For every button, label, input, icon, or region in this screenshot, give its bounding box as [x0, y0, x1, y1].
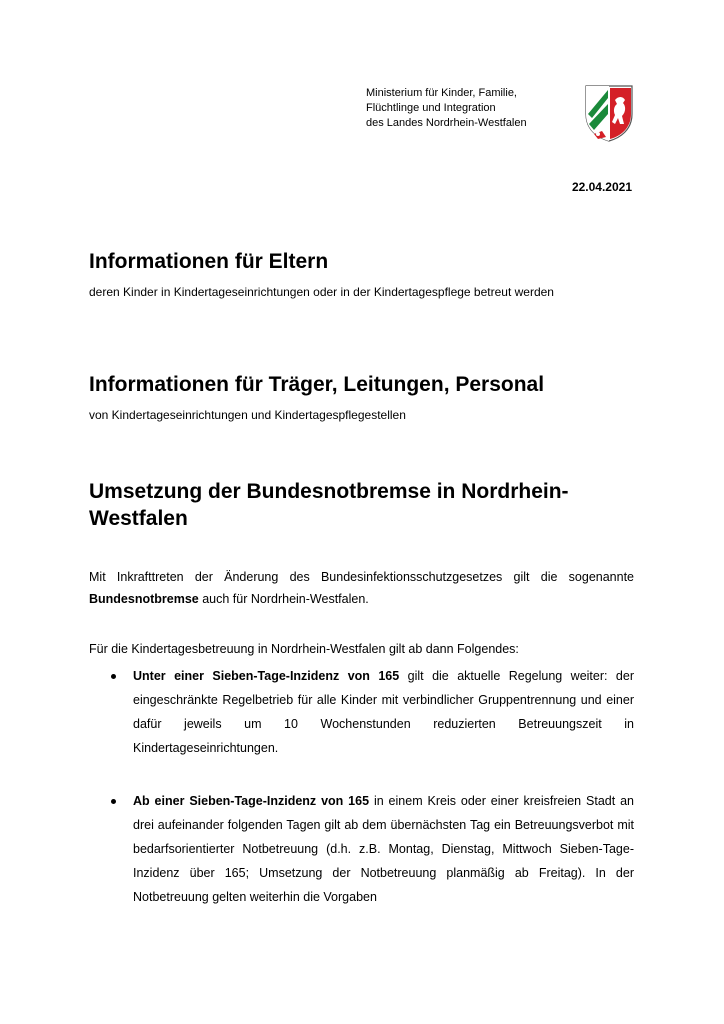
list-item	[89, 789, 634, 909]
section-subtitle-parents: deren Kinder in Kindertageseinrichtungen oder in der Kindertagespflege betreut werden	[89, 285, 554, 299]
intro-paragraph	[89, 566, 634, 610]
section-emergency-brake	[89, 478, 634, 532]
list-item-bold: Ab einer Sieben-Tage-Inzidenz von 165	[133, 794, 370, 808]
document-date: 22.04.2021	[571, 180, 632, 194]
section-title-emergency-brake: Umsetzung der Bundesnotbremse in Nordrhein-Westfalen	[89, 480, 569, 530]
list-item-text: gilt die aktuelle Regelung weiter: der eingeschränkte Regelbetrieb für alle Kinder mit verbindlicher Gruppentrennung und einer dafür jeweils um 10 Wochenstunden reduzierten Betreuungszeit in Kindertageseinrichtungen.	[133, 669, 634, 755]
section-providers	[89, 371, 634, 425]
section-subtitle-providers: von Kindertageseinrichtungen und Kindertagespflegestellen	[89, 408, 406, 422]
section-title-providers: Informationen für Träger, Leitungen, Personal	[89, 373, 545, 396]
bullet-icon	[111, 674, 116, 679]
section-parents	[89, 248, 634, 302]
ministry-letterhead	[366, 86, 566, 131]
intro-bold-term: Bundesnotbremse	[89, 592, 199, 606]
lead-paragraph	[89, 638, 634, 660]
rules-list	[89, 664, 634, 909]
list-item-bold: Unter einer Sieben-Tage-Inzidenz von 165	[133, 669, 400, 683]
intro-text-part-2: auch für Nordrhein-Westfalen.	[198, 592, 369, 606]
letterhead-line-3: des Landes Nordrhein-Westfalen	[366, 117, 527, 129]
intro-text-part-1: Mit Inkrafttreten der Änderung des Bundesinfektionsschutzgesetzes gilt die sogenannte	[89, 570, 634, 584]
bullet-icon	[111, 799, 116, 804]
section-title-parents: Informationen für Eltern	[89, 250, 329, 273]
intro-text	[89, 566, 634, 610]
list-item	[89, 664, 634, 760]
letterhead-line-1: Ministerium für Kinder, Familie,	[366, 87, 517, 99]
list-item-text: in einem Kreis oder einer kreisfreien Stadt an drei aufeinander folgenden Tagen gilt ab dem übernächsten Tag ein Betreuungsverbot mit bedarfsorientierter Notbetreuung (d.h. z.B. Montag, Dienstag, Mittwoch Sieben-Tage-Inzidenz über 165; Umsetzung der Notbetreuung planmäßig ab Freitag). In der Notbetreuung gelten weiterhin die Vorgaben	[133, 794, 634, 904]
lead-text: Für die Kindertagesbetreuung in Nordrhein-Westfalen gilt ab dann Folgendes:	[89, 642, 519, 656]
letterhead-line-2: Flüchtlinge und Integration	[366, 102, 496, 114]
nrw-coat-of-arms-icon	[584, 84, 634, 142]
